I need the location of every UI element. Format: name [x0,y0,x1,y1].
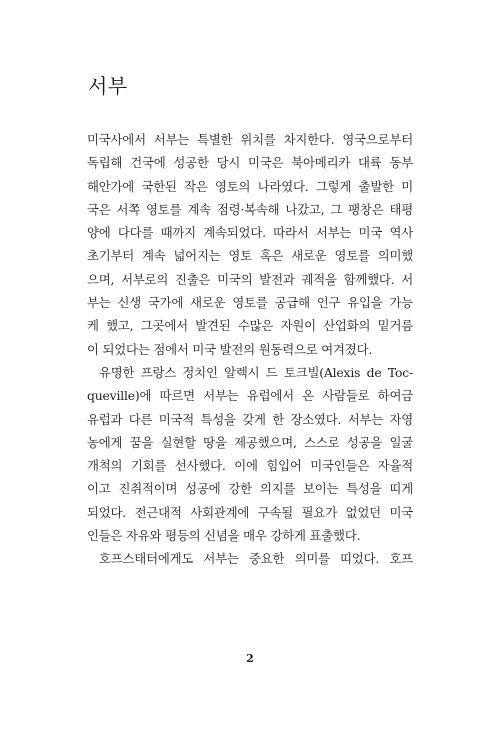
page-number: 2 [246,652,254,665]
text-line: 해안가에 국한된 작은 영토의 나라였다. 그렇게 출발한 미 [87,178,413,194]
text-line: 국은 서쪽 영토를 계속 점령·복속해 나갔고, 그 팽창은 태평 [87,201,413,217]
text-line: 초기부터 계속 넓어지는 영토 혹은 새로운 영토를 의미했 [87,248,413,264]
body-text [87,128,413,571]
text-line: 유럽과 다른 미국적 특성을 갖게 한 장소였다. 서부는 자영 [87,411,413,427]
text-line: 농에게 꿈을 실현할 땅을 제공했으며, 스스로 성공을 일굴 [87,434,413,450]
text-line: 양에 다다를 때까지 계속되었다. 따라서 서부는 미국 역사 [87,225,413,241]
text-line: 호프스태터에게도 서부는 중요한 의미를 띠었다. 호프 [99,551,413,567]
section-title: 서부 [88,74,128,98]
text-line: 이 되었다는 점에서 미국 발전의 원동력으로 여겨졌다. [87,341,373,357]
text-line: 독립해 건국에 성공한 당시 미국은 북아메리카 대륙 동부 [87,155,413,171]
text-line: 이고 진취적이며 성공에 강한 의지를 보이는 특성을 띠게 [87,481,413,497]
text-line: queville)에 따르면 서부는 유럽에서 온 사람들로 하여금 [87,388,413,404]
text-line: 되었다. 전근대적 사회관계에 구속될 필요가 없었던 미국 [87,504,413,520]
text-line: 개척의 기회를 선사했다. 이에 힘입어 미국인들은 자율적 [87,458,413,474]
paragraph-3 [87,547,413,570]
text-line: 미국사에서 서부는 특별한 위치를 차지한다. 영국으로부터 [87,132,413,147]
text-line: 부는 신생 국가에 새로운 영토를 공급해 인구 유입을 가능 [87,295,413,311]
text-line: 인들은 자유와 평등의 신념을 매우 강하게 표출했다. [87,528,361,544]
paragraph-1 [87,128,413,361]
text-line: 케 했고, 그곳에서 발견된 수많은 자원이 산업화의 밑거름 [87,318,413,334]
text-line: 유명한 프랑스 정치인 알렉시 드 토크빌(Alexis de Toc- [99,364,413,380]
text-line: 으며, 서부로의 진출은 미국의 발전과 궤적을 함께했다. 서 [87,271,413,287]
paragraph-2 [87,361,413,547]
